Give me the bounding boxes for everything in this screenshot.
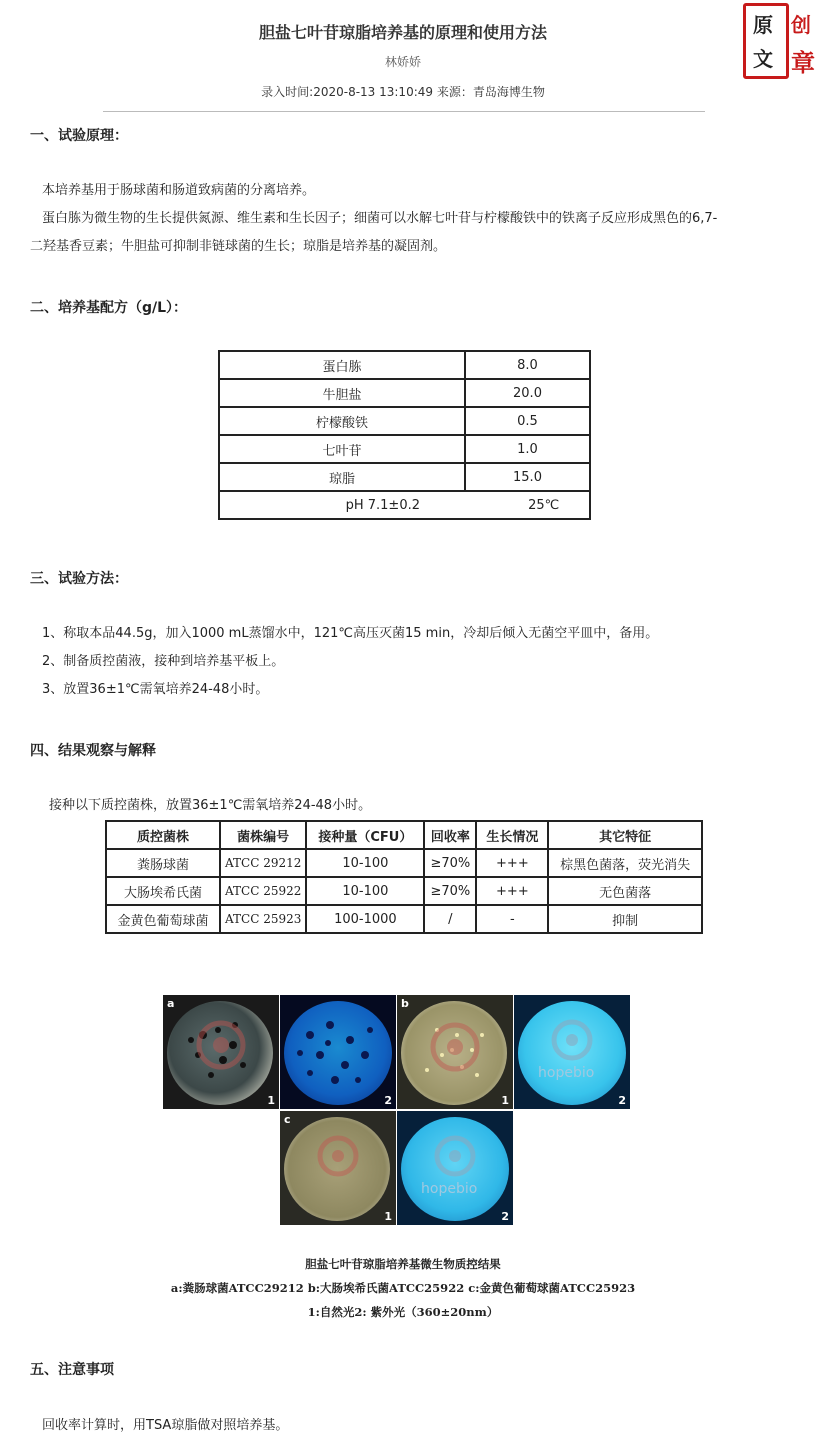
- qc-cell: +++: [476, 877, 548, 905]
- colonies-b1: [397, 995, 513, 1109]
- figure-caption-light: 1:自然光2: 紫外光（360±20nm）: [307, 1305, 499, 1319]
- panel-number: 2: [618, 1094, 626, 1107]
- qc-header: 其它特征: [548, 821, 702, 849]
- principle-paragraph-2: 蛋白胨为微生物的生长提供氮源、维生素和生长因子；细菌可以水解七叶苷与柠檬酸铁中的铁离子反应形成黑色的6,7-: [42, 211, 718, 226]
- formula-amount: 0.5: [465, 407, 590, 435]
- panel-number: 2: [384, 1094, 392, 1107]
- qc-cell: 棕黑色菌落，荧光消失: [548, 849, 702, 877]
- stamp-char-4: 章: [791, 48, 815, 77]
- formula-row: [219, 463, 590, 491]
- section-heading-principle: 一、试验原理：: [30, 128, 128, 144]
- qc-cell: 粪肠球菌: [106, 849, 220, 877]
- qc-header: 质控菌株: [106, 821, 220, 849]
- section-heading-notes: 五、注意事项: [30, 1362, 114, 1378]
- article-author: 林娇娇: [384, 55, 421, 69]
- qc-header-row: [106, 821, 702, 849]
- method-step-1: 1、称取本品44.5g，加入1000 mL蒸馏水中，121℃高压灭菌15 min，冷却后倾入无菌空平皿中，备用。: [42, 626, 659, 641]
- qc-cell: ATCC 25923: [220, 905, 306, 933]
- watermark-text: hopebio: [421, 1181, 478, 1197]
- qc-result-photo: [163, 995, 631, 1225]
- photo-panel-c2: [397, 1111, 513, 1225]
- watermark-c1: [280, 1111, 396, 1225]
- qc-header: 菌株编号: [220, 821, 306, 849]
- method-step-3: 3、放置36±1℃需氧培养24-48小时。: [42, 682, 269, 697]
- photo-panel-b1: [397, 995, 513, 1109]
- qc-cell: ATCC 29212: [220, 849, 306, 877]
- qc-cell: 金黄色葡萄球菌: [106, 905, 220, 933]
- original-article-stamp: [743, 3, 815, 77]
- qc-cell: /: [424, 905, 476, 933]
- panel-number: 1: [267, 1094, 275, 1107]
- photo-panel-a1: [163, 995, 279, 1109]
- panel-number: 1: [501, 1094, 509, 1107]
- formula-ph-cell: [219, 491, 590, 519]
- article-title: 胆盐七叶苷琼脂培养基的原理和使用方法: [258, 23, 547, 42]
- formula-amount: 20.0: [465, 379, 590, 407]
- method-step-2: 2、制备质控菌液，接种到培养基平板上。: [42, 654, 285, 669]
- qc-table: [105, 820, 703, 934]
- notes-text: 回收率计算时，用TSA琼脂做对照培养基。: [42, 1418, 289, 1433]
- results-intro: 接种以下质控菌株，放置36±1℃需氧培养24-48小时。: [49, 798, 372, 813]
- qc-header: 回收率: [424, 821, 476, 849]
- qc-header: 生长情况: [476, 821, 548, 849]
- formula-ingredient: 琼脂: [219, 463, 465, 491]
- formula-ingredient: 蛋白胨: [219, 351, 465, 379]
- method-steps: [42, 620, 802, 704]
- section-heading-method: 三、试验方法：: [30, 571, 128, 587]
- figure-caption-strains: a:粪肠球菌ATCC29212 b:大肠埃希氏菌ATCC25922 c:金黄色葡萄球菌ATCC25923: [170, 1281, 636, 1295]
- panel-letter-b: b: [401, 997, 409, 1010]
- panel-letter-c: c: [284, 1113, 291, 1126]
- figure-caption-title: 胆盐七叶苷琼脂培养基微生物质控结果: [305, 1257, 501, 1271]
- qc-cell: 抑制: [548, 905, 702, 933]
- panel-number: 1: [384, 1210, 392, 1223]
- formula-ph-row: [219, 491, 590, 519]
- qc-cell: ≥70%: [424, 849, 476, 877]
- formula-amount: 15.0: [465, 463, 590, 491]
- formula-ingredient: 七叶苷: [219, 435, 465, 463]
- photo-panel-b2: [514, 995, 630, 1109]
- qc-cell: ATCC 25922: [220, 877, 306, 905]
- formula-table: [218, 350, 591, 520]
- watermark-b2: [514, 995, 630, 1109]
- qc-row: [106, 849, 702, 877]
- panel-number: 2: [501, 1210, 509, 1223]
- qc-cell: 无色菌落: [548, 877, 702, 905]
- formula-amount: 8.0: [465, 351, 590, 379]
- section-heading-formula: 二、培养基配方（g/L）：: [30, 300, 188, 316]
- qc-cell: 100-1000: [306, 905, 424, 933]
- header-divider: [103, 111, 705, 112]
- formula-ingredient: 柠檬酸铁: [219, 407, 465, 435]
- watermark-c2: [397, 1111, 513, 1225]
- qc-cell: -: [476, 905, 548, 933]
- article-meta: 录入时间:2020-8-13 13:10:49 来源：青岛海博生物: [261, 85, 545, 99]
- formula-ingredient: 牛胆盐: [219, 379, 465, 407]
- colonies-a1: [163, 995, 279, 1109]
- qc-header: 接种量（CFU）: [306, 821, 424, 849]
- qc-cell: 10-100: [306, 877, 424, 905]
- qc-row: [106, 905, 702, 933]
- formula-row: [219, 435, 590, 463]
- principle-paragraph-1: 本培养基用于肠球菌和肠道致病菌的分离培养。: [42, 183, 316, 198]
- stamp-char-2: 创: [791, 13, 811, 37]
- watermark-text: hopebio: [538, 1065, 595, 1081]
- photo-panel-a2: [280, 995, 396, 1109]
- formula-row: [219, 379, 590, 407]
- panel-letter-a: a: [167, 997, 175, 1010]
- qc-cell: 大肠埃希氏菌: [106, 877, 220, 905]
- formula-ph: pH 7.1±0.2: [345, 497, 420, 513]
- principle-text: [30, 177, 790, 261]
- qc-cell: ≥70%: [424, 877, 476, 905]
- principle-paragraph-3: 二羟基香豆素；牛胆盐可抑制非链球菌的生长；琼脂是培养基的凝固剂。: [30, 239, 447, 254]
- formula-row: [219, 407, 590, 435]
- formula-row: [219, 351, 590, 379]
- qc-cell: +++: [476, 849, 548, 877]
- stamp-char-3: 文: [753, 47, 773, 71]
- stamp-char-1: 原: [753, 13, 773, 37]
- formula-temperature: 25℃: [528, 497, 560, 513]
- section-heading-results: 四、结果观察与解释: [30, 743, 156, 759]
- formula-amount: 1.0: [465, 435, 590, 463]
- photo-panel-c1: [280, 1111, 396, 1225]
- colonies-a2: [280, 995, 396, 1109]
- qc-cell: 10-100: [306, 849, 424, 877]
- qc-row: [106, 877, 702, 905]
